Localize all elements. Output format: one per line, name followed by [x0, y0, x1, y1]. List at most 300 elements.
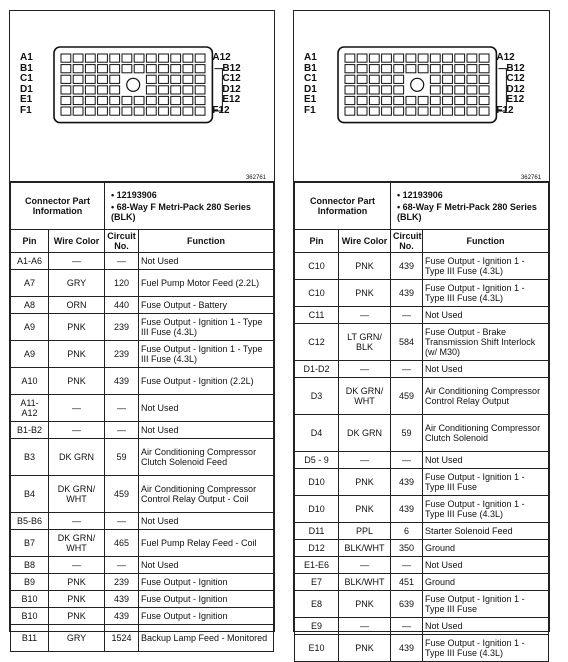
pin-cavity [61, 96, 71, 104]
pin-cavity [430, 86, 440, 94]
pin-cell: E1-E6 [295, 557, 339, 574]
pin-cell: D4 [295, 415, 339, 452]
pin-cavity [183, 75, 193, 83]
pin-cavity [357, 75, 367, 83]
connector-part-info-label: Connector Part Information [11, 183, 105, 230]
pin-cavity [467, 96, 477, 104]
pin-cavity [345, 54, 355, 62]
pin-cavity [110, 75, 120, 83]
pin-cavity [146, 86, 156, 94]
col-pin-header: Pin [11, 230, 49, 253]
pin-cavity [382, 86, 392, 94]
pin-cell: A1-A6 [11, 253, 49, 270]
pin-row-label: B1 [20, 62, 33, 74]
pin-cavity [369, 75, 379, 83]
pin-cavity [159, 86, 169, 94]
pin-cavity [357, 65, 367, 73]
circuit-cell: 6 [391, 523, 423, 540]
circuit-cell: — [391, 307, 423, 324]
circuit-cell: 439 [391, 469, 423, 496]
pin-cavity [183, 54, 193, 62]
table-row [295, 415, 549, 452]
pin-row-label: E12 [222, 94, 241, 106]
wire-color-cell: — [49, 422, 105, 439]
wire-color-cell: ORN [49, 297, 105, 314]
wire-color-cell: PNK [49, 314, 105, 341]
wire-color-cell: LT GRN/ BLK [339, 324, 391, 361]
circuit-cell: 465 [105, 530, 139, 557]
wire-color-cell: PNK [49, 341, 105, 368]
pin-cavity [110, 54, 120, 62]
col-circuit-header: Circuit No. [391, 230, 423, 253]
pin-cavity [345, 96, 355, 104]
pin-cavity [418, 54, 428, 62]
pin-cavity [406, 96, 416, 104]
pin-cell: E7 [295, 574, 339, 591]
pin-cavity [98, 75, 108, 83]
table-row [11, 591, 274, 608]
pin-cavity [345, 107, 355, 115]
pin-cell: B4 [11, 476, 49, 513]
circuit-cell: — [105, 422, 139, 439]
pin-cavity [98, 54, 108, 62]
pin-cavity [418, 107, 428, 115]
function-cell: Not Used [139, 395, 274, 422]
pinout-rows [11, 253, 274, 652]
circuit-cell: 459 [391, 378, 423, 415]
pin-cavity [73, 65, 83, 73]
pin-cavity [122, 96, 132, 104]
col-circuit-header: Circuit No. [105, 230, 139, 253]
pin-row-label: F1 [20, 105, 32, 116]
wire-color-cell: PNK [339, 469, 391, 496]
wire-color-cell: DK GRN [49, 439, 105, 476]
pin-cell: C10 [295, 253, 339, 280]
circuit-cell: 439 [391, 280, 423, 307]
pin-cavity [122, 54, 132, 62]
pin-cavity [73, 96, 83, 104]
wire-color-cell: PNK [49, 591, 105, 608]
pin-cell: D1-D2 [295, 361, 339, 378]
pin-cavity [394, 75, 404, 83]
pin-cavity [357, 54, 367, 62]
table-row [295, 469, 549, 496]
function-cell: Ground [423, 574, 549, 591]
pin-cavity [430, 107, 440, 115]
circuit-cell: 439 [105, 591, 139, 608]
function-cell: Fuse Output - Ignition [139, 608, 274, 625]
wire-color-cell: PNK [339, 280, 391, 307]
pin-cell: C11 [295, 307, 339, 324]
pin-cavity [467, 54, 477, 62]
pin-cavity [467, 65, 477, 73]
pin-cavity [382, 54, 392, 62]
wire-color-cell: — [49, 395, 105, 422]
table-row [295, 496, 549, 523]
pin-cavity [98, 65, 108, 73]
pin-cavity [430, 54, 440, 62]
pin-cavity [61, 65, 71, 73]
wire-color-cell: DK GRN/ WHT [49, 476, 105, 513]
table-row [295, 557, 549, 574]
pin-cavity [357, 107, 367, 115]
table-row [295, 523, 549, 540]
wire-color-cell: — [49, 253, 105, 270]
pin-cavity [146, 65, 156, 73]
pin-cell: D3 [295, 378, 339, 415]
function-cell: Fuse Output - Ignition 1 - Type III Fuse [423, 591, 549, 618]
pin-cell: E8 [295, 591, 339, 618]
table-row [295, 378, 549, 415]
pin-row-label: F1 [304, 105, 316, 116]
table-row [295, 324, 549, 361]
pin-cavity [61, 75, 71, 83]
circuit-cell: 439 [105, 608, 139, 625]
table-row [11, 439, 274, 476]
keying-hole [127, 78, 140, 91]
pin-cavity [455, 54, 465, 62]
pin-cavity [110, 96, 120, 104]
pin-row-label: A1 [20, 52, 33, 63]
function-cell: Fuse Output - Ignition 1 - Type III Fuse (4.3L) [423, 496, 549, 523]
pin-cavity [467, 107, 477, 115]
pin-cavity [183, 96, 193, 104]
pin-row-label: C12 [506, 73, 525, 85]
pin-cavity [455, 86, 465, 94]
pin-cavity [369, 54, 379, 62]
pin-cell: B3 [11, 439, 49, 476]
function-cell: Fuse Output - Battery [139, 297, 274, 314]
pin-cavity [146, 54, 156, 62]
part-number: 12193906 [402, 190, 443, 200]
col-function-header: Function [423, 230, 549, 253]
pin-cavity [479, 75, 489, 83]
table-row [11, 422, 274, 439]
function-cell: Air Conditioning Compressor Clutch Solenoid Feed [139, 439, 274, 476]
table-row [11, 253, 274, 270]
col-function-header: Function [139, 230, 274, 253]
pin-cell: A10 [11, 368, 49, 395]
pin-cavity [382, 107, 392, 115]
pin-cell: D12 [295, 540, 339, 557]
wire-color-cell: PNK [49, 608, 105, 625]
pin-cavity [122, 65, 132, 73]
table-row [11, 625, 274, 652]
circuit-cell: — [391, 361, 423, 378]
pin-cavity [171, 107, 181, 115]
circuit-cell: 440 [105, 297, 139, 314]
pin-cavity [159, 65, 169, 73]
function-cell: Fuse Output - Ignition 1 - Type III Fuse (4.3L) [423, 280, 549, 307]
pin-cavity [85, 107, 95, 115]
table-row [11, 297, 274, 314]
pin-cell: D10 [295, 469, 339, 496]
function-cell: Backup Lamp Feed - Monitored [139, 625, 274, 652]
wire-color-cell: GRY [49, 270, 105, 297]
table-row [295, 253, 549, 280]
wire-color-cell: PNK [49, 368, 105, 395]
connector-diagram [10, 11, 274, 182]
pin-cavity [357, 96, 367, 104]
pin-cavity [443, 54, 453, 62]
pin-cavity [61, 54, 71, 62]
pin-cavity [443, 86, 453, 94]
table-row [11, 368, 274, 395]
pin-cavity [73, 54, 83, 62]
pin-cavity [345, 86, 355, 94]
pin-cavity [183, 65, 193, 73]
pin-cavity [382, 65, 392, 73]
function-cell: Fuse Output - Ignition [139, 574, 274, 591]
part-numbers: • 12193906 • 68-Way F Metri-Pack 280 Series (BLK) [391, 183, 549, 230]
pin-cavity [394, 96, 404, 104]
wire-color-cell: — [339, 618, 391, 635]
function-cell: Not Used [423, 307, 549, 324]
pin-row-label: A12 [212, 52, 231, 63]
pin-cavity [369, 86, 379, 94]
circuit-cell: 584 [391, 324, 423, 361]
circuit-cell: 239 [105, 314, 139, 341]
pin-cavity [171, 75, 181, 83]
pin-cell: B7 [11, 530, 49, 557]
pin-cavity [345, 75, 355, 83]
pin-row-label: C1 [20, 73, 33, 85]
wire-color-cell: — [339, 557, 391, 574]
pin-cavity [146, 96, 156, 104]
pin-cavity [406, 65, 416, 73]
circuit-cell: 120 [105, 270, 139, 297]
table-row [295, 618, 549, 635]
table-row [11, 530, 274, 557]
table-row [11, 314, 274, 341]
pin-cavity [479, 65, 489, 73]
function-cell: Not Used [139, 422, 274, 439]
pin-row-label: D12 [506, 83, 525, 95]
table-row [11, 395, 274, 422]
pin-cavity [479, 107, 489, 115]
col-wire-color-header: Wire Color [339, 230, 391, 253]
col-wire-color-header: Wire Color [49, 230, 105, 253]
function-cell: Fuel Pump Motor Feed (2.2L) [139, 270, 274, 297]
pin-cavity [159, 54, 169, 62]
pin-cavity [195, 54, 205, 62]
circuit-cell: 439 [391, 253, 423, 280]
pin-row-label: F12 [496, 105, 514, 116]
pin-cavity [455, 65, 465, 73]
figure-number: 362761 [245, 175, 266, 181]
pin-cavity [443, 107, 453, 115]
wire-color-cell: PNK [339, 635, 391, 662]
table-row [295, 574, 549, 591]
wire-color-cell: PNK [339, 591, 391, 618]
pin-cavity [171, 86, 181, 94]
table-row [295, 361, 549, 378]
figure-number: 362761 [520, 175, 541, 181]
connector-part-info-label: Connector Part Information [295, 183, 391, 230]
table-row [295, 307, 549, 324]
wire-color-cell: BLK/WHT [339, 574, 391, 591]
pin-cell: A7 [11, 270, 49, 297]
pin-cavity [357, 86, 367, 94]
pin-cell: B10 [11, 608, 49, 625]
wire-color-cell: PPL [339, 523, 391, 540]
table-row [295, 452, 549, 469]
pin-cavity [479, 96, 489, 104]
pin-cavity [430, 96, 440, 104]
pin-row-label: E1 [20, 94, 33, 106]
pin-cavity [85, 54, 95, 62]
table-row [11, 557, 274, 574]
pin-cell: D10 [295, 496, 339, 523]
table-row [295, 280, 549, 307]
function-cell: Fuse Output - Ignition 1 - Type III Fuse [423, 469, 549, 496]
pin-cavity [110, 65, 120, 73]
pin-row-label: D1 [304, 83, 317, 95]
pin-row-label: C12 [222, 73, 241, 85]
function-cell: Fuse Output - Brake Transmission Shift Interlock (w/ M30) [423, 324, 549, 361]
part-description: 68-Way F Metri-Pack 280 Series (BLK) [111, 202, 251, 222]
pin-row-label: A1 [304, 52, 317, 63]
pin-cell: B1-B2 [11, 422, 49, 439]
wire-color-cell: — [339, 307, 391, 324]
wire-color-cell: PNK [49, 574, 105, 591]
circuit-cell: 459 [105, 476, 139, 513]
pin-cavity [467, 86, 477, 94]
wire-color-cell: — [339, 361, 391, 378]
pin-cavity [85, 96, 95, 104]
pinout-rows [295, 253, 549, 662]
pin-cavity [159, 107, 169, 115]
pin-cavity [73, 75, 83, 83]
function-cell: Fuse Output - Ignition 1 - Type III Fuse (4.3L) [139, 314, 274, 341]
pin-cavity [146, 75, 156, 83]
table-row [295, 635, 549, 662]
pin-cavity [430, 75, 440, 83]
pin-cavity [394, 86, 404, 94]
pin-cavity [73, 86, 83, 94]
pinout-table [10, 182, 274, 652]
pin-row-label: A12 [496, 52, 515, 63]
circuit-cell: — [105, 557, 139, 574]
wire-color-cell: DK GRN/ WHT [49, 530, 105, 557]
wire-color-cell: PNK [339, 496, 391, 523]
circuit-cell: 350 [391, 540, 423, 557]
pin-cavity [171, 96, 181, 104]
pin-cavity [406, 54, 416, 62]
function-cell: Not Used [423, 361, 549, 378]
circuit-cell: 439 [391, 635, 423, 662]
part-numbers: • 12193906 • 68-Way F Metri-Pack 280 Series (BLK) [105, 183, 274, 230]
pin-cavity [369, 107, 379, 115]
pin-cell: C12 [295, 324, 339, 361]
pinout-table [294, 182, 549, 662]
pin-cell: B8 [11, 557, 49, 574]
table-row [295, 591, 549, 618]
pin-cavity [183, 107, 193, 115]
pin-cavity [98, 96, 108, 104]
circuit-cell: — [105, 253, 139, 270]
part-description: 68-Way F Metri-Pack 280 Series (BLK) [397, 202, 537, 222]
circuit-cell: 59 [105, 439, 139, 476]
circuit-cell: 439 [105, 368, 139, 395]
wire-color-cell: DK GRN/ WHT [339, 378, 391, 415]
pin-cavity [345, 65, 355, 73]
pin-cavity [159, 75, 169, 83]
function-cell: Fuel Pump Relay Feed - Coil [139, 530, 274, 557]
pin-cavity [85, 86, 95, 94]
pin-row-label: B12 [222, 62, 241, 74]
circuit-cell: 1524 [105, 625, 139, 652]
function-cell: Not Used [139, 513, 274, 530]
pin-cavity [394, 54, 404, 62]
circuit-cell: — [105, 395, 139, 422]
pin-cell: A9 [11, 314, 49, 341]
pin-cell: E10 [295, 635, 339, 662]
table-row [11, 341, 274, 368]
pin-row-label: D12 [222, 83, 241, 95]
pin-cavity [134, 107, 144, 115]
circuit-cell: 439 [391, 496, 423, 523]
pin-row-label: B1 [304, 62, 317, 74]
pin-row-label: C1 [304, 73, 317, 85]
connector-diagram [294, 11, 549, 182]
function-cell: Air Conditioning Compressor Control Relay Output [423, 378, 549, 415]
wire-color-cell: GRY [49, 625, 105, 652]
wire-color-cell: — [49, 557, 105, 574]
table-row [11, 574, 274, 591]
pin-cavity [443, 96, 453, 104]
pin-cell: A11-A12 [11, 395, 49, 422]
circuit-cell: — [391, 557, 423, 574]
pin-row-label: E12 [506, 94, 525, 106]
pin-cell: B9 [11, 574, 49, 591]
pin-cavity [479, 86, 489, 94]
pin-cavity [183, 86, 193, 94]
pin-cavity [171, 54, 181, 62]
wire-color-cell: — [339, 452, 391, 469]
pin-cavity [467, 75, 477, 83]
pin-cavity [455, 107, 465, 115]
function-cell: Air Conditioning Compressor Clutch Solenoid [423, 415, 549, 452]
pin-cell: B5-B6 [11, 513, 49, 530]
wire-color-cell: — [49, 513, 105, 530]
pin-cavity [195, 86, 205, 94]
function-cell: Not Used [423, 452, 549, 469]
pin-cavity [443, 65, 453, 73]
function-cell: Fuse Output - Ignition 1 - Type III Fuse (4.3L) [423, 635, 549, 662]
col-pin-header: Pin [295, 230, 339, 253]
function-cell: Not Used [139, 557, 274, 574]
pin-cavity [195, 65, 205, 73]
pin-cavity [195, 107, 205, 115]
function-cell: Fuse Output - Ignition 1 - Type III Fuse (4.3L) [423, 253, 549, 280]
pin-cavity [98, 107, 108, 115]
wire-color-cell: PNK [339, 253, 391, 280]
pin-cell: C10 [295, 280, 339, 307]
function-cell: Ground [423, 540, 549, 557]
circuit-cell: 59 [391, 415, 423, 452]
function-cell: Starter Solenoid Feed [423, 523, 549, 540]
pin-cavity [73, 107, 83, 115]
pin-cavity [382, 96, 392, 104]
pin-cavity [418, 96, 428, 104]
pin-cavity [110, 86, 120, 94]
pin-cavity [146, 107, 156, 115]
pin-cavity [134, 96, 144, 104]
pin-cavity [134, 65, 144, 73]
circuit-cell: 239 [105, 341, 139, 368]
pin-cavity [61, 86, 71, 94]
